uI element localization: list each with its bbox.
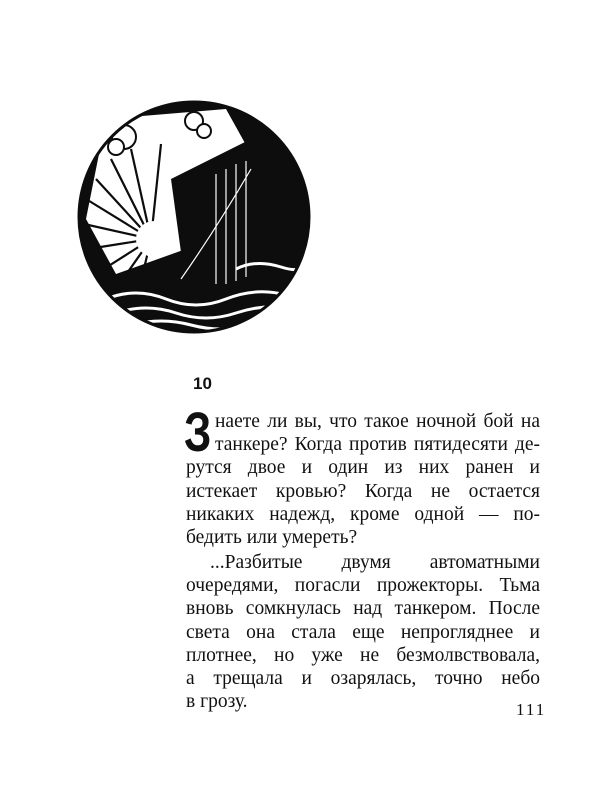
paragraph-2 xyxy=(186,551,540,713)
chapter-number: 10 xyxy=(193,374,212,393)
paragraph-line: танкере? Когда против пятидесяти де- xyxy=(215,434,540,456)
paragraph-line: бедить или умереть? xyxy=(186,527,358,549)
paragraph-line: наете ли вы, что такое ночной бой на xyxy=(215,411,540,432)
ship-explosion-illustration xyxy=(76,99,312,335)
paragraph-line: света она стала еще непрогляднее и xyxy=(186,621,540,643)
drop-cap: З xyxy=(184,400,210,463)
page-number: 111 xyxy=(516,700,547,719)
paragraph-line: рутся двое и один из них ранен и xyxy=(186,457,540,479)
paragraph-line: ...Разбитые двумя автоматными xyxy=(210,552,540,573)
paragraph-line: вновь сомкнулась над танкером. После xyxy=(186,598,540,620)
paragraph-line: очередями, погасли прожекторы. Тьма xyxy=(186,575,540,597)
paragraph-line: в грозу. xyxy=(186,691,248,713)
paragraph-line: никаких надежд, кроме одной — по- xyxy=(186,503,540,525)
paragraph-line: плотнее, но уже не безмолвствовала, xyxy=(186,644,540,666)
circle-vignette-icon xyxy=(76,99,312,335)
paragraph-line: истекает кровью? Когда не остается xyxy=(186,480,540,502)
paragraph-1 xyxy=(184,400,540,549)
paragraph-line: а трещала и озарялась, точно небо xyxy=(186,668,540,690)
